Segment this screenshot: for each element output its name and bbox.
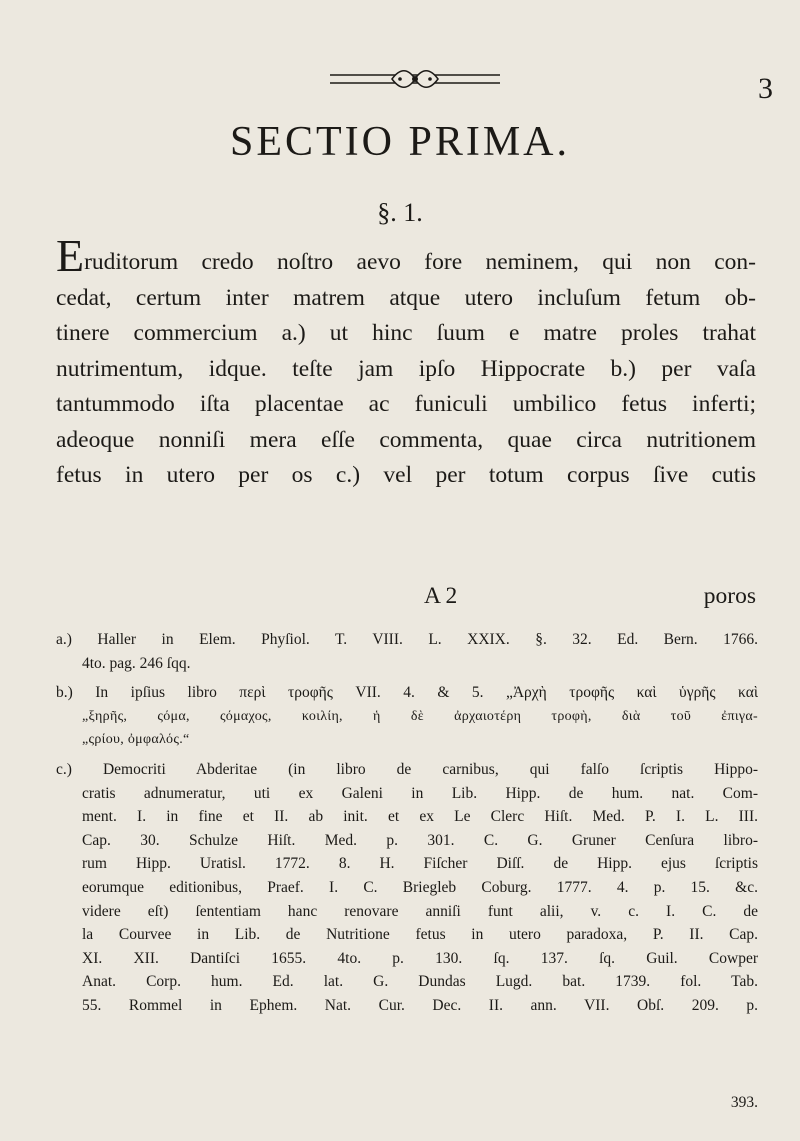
main-line: tantummodo iſta placentae ac funiculi umbilico fetus inferti; xyxy=(56,391,756,417)
footnote-c xyxy=(56,758,758,1018)
footnote-line: eorumque editionibus, Praef. I. C. Briegleb Coburg. 1777. 4. p. 15. &c. xyxy=(82,878,758,896)
footnotes xyxy=(56,628,758,1018)
footnote-line: rum Hipp. Uratisl. 1772. 8. H. Fiſcher Diſſ. de Hipp. ejus ſcriptis xyxy=(82,855,758,873)
footnote-line: Cap. 30. Schulze Hiſt. Med. p. 301. C. G. Gruner Cenſura libro- xyxy=(82,831,758,849)
footnote-line: cratis adnumeratur, uti ex Galeni in Lib. Hipp. de hum. nat. Com- xyxy=(82,784,758,802)
main-line: nutrimentum, idque. teſte jam ipſo Hippocrate b.) per vaſa xyxy=(56,355,756,382)
footnote-a xyxy=(56,628,758,675)
main-line: fetus in utero per os c.) vel per totum corpus ſive cutis xyxy=(56,462,756,488)
footnote-line: XI. XII. Dantiſci 1655. 4to. p. 130. ſq. 137. ſq. Guil. Cowper xyxy=(82,949,758,967)
footnote-line: 55. Rommel in Ephem. Nat. Cur. Dec. II. ann. VII. Obſ. 209. p. xyxy=(82,996,758,1014)
footnote-catchword: 393. xyxy=(730,1094,758,1111)
header-ornament xyxy=(330,64,500,94)
footnote-line: a.) Haller in Elem. Phyſiol. T. VIII. L. XXIX. §. 32. Ed. Bern. 1766. xyxy=(56,631,758,648)
drop-cap: E xyxy=(56,230,85,281)
main-paragraph xyxy=(56,230,756,494)
footnote-line: b.) In ipſius libro περὶ τροφῆς VII. 4. & 5. „Ἀρχὴ τροφῆς καὶ ὑγρῆς καὶ xyxy=(56,684,758,702)
footnote-line: c.) Democriti Abderitae (in libro de carnibus, qui falſo ſcriptis Hippo- xyxy=(56,760,758,778)
main-line: tinere commercium a.) ut hinc ſuum e matre proles trahat xyxy=(56,320,756,346)
footnote-line: ment. I. in fine et II. ab init. et ex Le Clerc Hiſt. Med. P. I. L. III. xyxy=(82,808,758,826)
main-line: Eruditorum credo noſtro aevo fore neminem, qui non con- xyxy=(56,230,756,281)
section-title: SECTIO PRIMA. xyxy=(229,119,571,165)
footnote-line: „ξηρῆς, ςόμα, ςόμαχος, κοιλίη, ἡ δὲ ἀρχαιοτέρη τροφὴ, διὰ τοῦ ἐπιγα- xyxy=(82,708,758,724)
catchword: poros xyxy=(703,583,756,609)
main-line: adeoque nonniſi mera eſſe commenta, quae circa nutritionem xyxy=(56,426,756,453)
footnote-line: Anat. Corp. hum. Ed. lat. G. Dundas Lugd. bat. 1739. fol. Tab. xyxy=(82,973,758,991)
main-line: cedat, certum inter matrem atque utero incluſum fetum ob- xyxy=(56,284,756,311)
footnote-line: videre eſt) ſententiam hanc renovare anniſi funt alii, v. c. I. C. de xyxy=(82,902,758,920)
paragraph-mark: §. 1. xyxy=(377,198,423,227)
footnote-b xyxy=(56,681,758,752)
page-number: 3 xyxy=(758,72,773,105)
footnote-line: „ςρίου, ὀμφαλός.“ xyxy=(82,732,190,748)
footnote-line: la Courvee in Lib. de Nutritione fetus in utero paradoxa, P. II. Cap. xyxy=(82,926,758,944)
footnote-line: 4to. pag. 246 ſqq. xyxy=(82,654,191,672)
signature-mark: A 2 xyxy=(424,583,458,609)
